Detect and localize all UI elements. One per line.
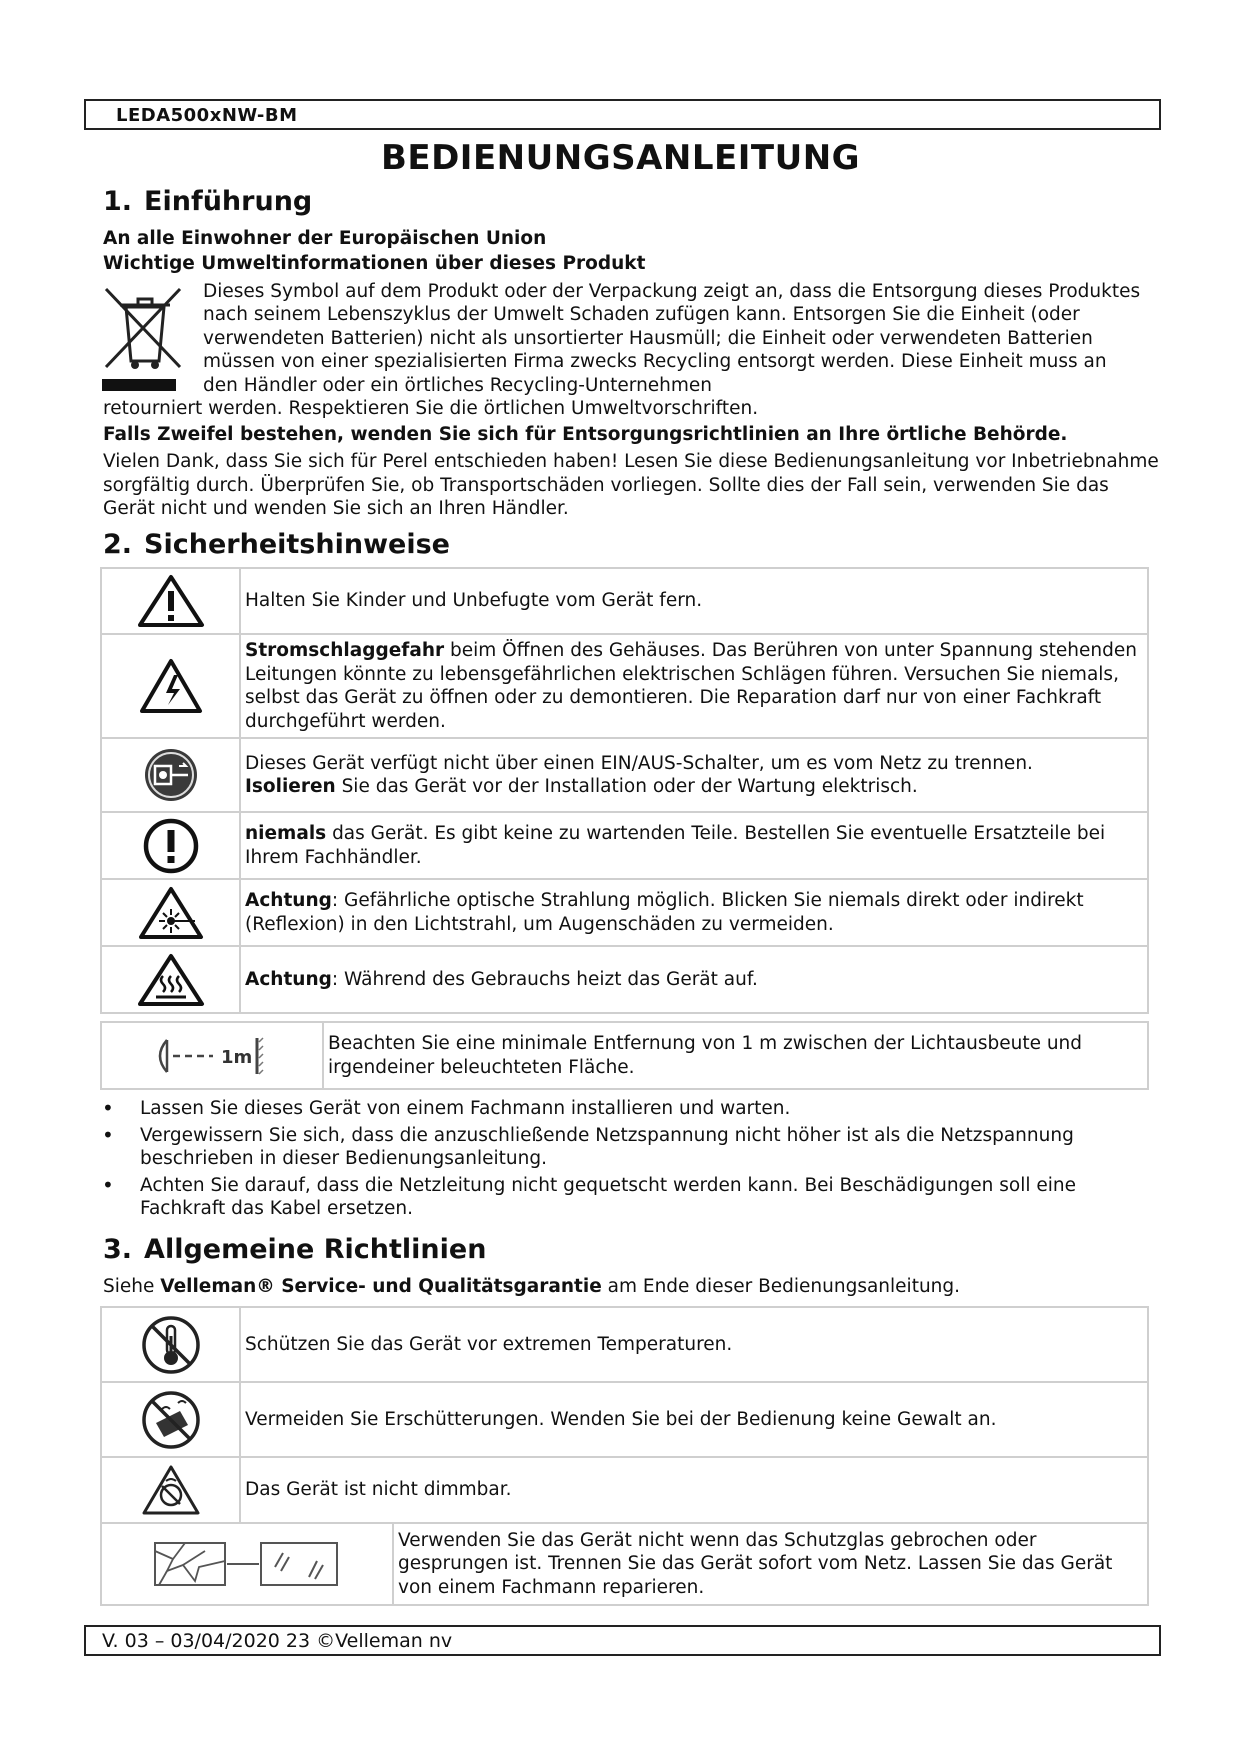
safety-text-cell: Dieses Gerät verfügt nicht über einen EIN/AUS-Schalter, um es vom Netz zu trennen. Isolieren Sie das Gerät vor der Installation oder der Wartung elektrisch. <box>240 738 1148 812</box>
safety-icon-cell <box>101 634 240 738</box>
safety-text-cell: Halten Sie Kinder und Unbefugte vom Gerät fern. <box>240 568 1148 634</box>
safety-icon-cell <box>101 568 240 634</box>
safety-icon-cell <box>101 812 240 879</box>
guarantee-reference: Siehe Velleman® Service- und Qualitätsgarantie am Ende dieser Bedienungsanleitung. <box>103 1276 961 1297</box>
guideline-text-cell: Vermeiden Sie Erschütterungen. Wenden Sie bei der Bedienung keine Gewalt an. <box>240 1382 1148 1457</box>
page-title: BEDIENUNGSANLEITUNG <box>380 138 861 178</box>
no-extreme-temperature-icon <box>140 1314 202 1376</box>
thank-you-paragraph: Vielen Dank, dass Sie sich für Perel entschieden haben! Lesen Sie diese Bedienungsanleitung vor Inbetriebnahme sorgfältig durch. Überprüfen Sie, ob Transportschäden vorliegen. Sollte dies der Fall sein, verwenden Sie das Gerät nicht und wenden Sie sich an Ihren Händler. <box>103 451 1159 519</box>
electric-shock-icon <box>138 657 204 715</box>
guideline-icon-cell <box>101 1382 240 1457</box>
weee-description-end: retourniert werden. Respektieren Sie die örtlichen Umweltvorschriften. <box>103 398 759 419</box>
list-item: • Achten Sie darauf, dass die Netzleitung nicht gequetscht werden kann. Bei Beschädigungen soll eine Fachkraft das Kabel ersetzen. <box>100 1174 1160 1221</box>
safety-icon-cell <box>101 946 240 1013</box>
not-dimmable-icon <box>140 1463 202 1517</box>
warning-triangle-icon <box>136 573 206 629</box>
guideline-icon-cell <box>101 1307 240 1382</box>
safety-row <box>101 1022 1148 1089</box>
safety-row <box>101 738 1148 812</box>
safety-text-cell: Achtung: Gefährliche optische Strahlung möglich. Blicken Sie niemals direkt oder indirekt (Reflexion) in den Lichtstrahl, um Augenschäden zu vermeiden. <box>240 879 1148 946</box>
guideline-row <box>101 1457 1148 1523</box>
disconnect-mains-icon <box>142 746 200 804</box>
safety-text-cell: Beachten Sie eine minimale Entfernung von 1 m zwischen der Lichtausbeute und irgendeiner beleuchteten Fläche. <box>323 1022 1148 1089</box>
eu-residents-line: An alle Einwohner der Europäischen Union <box>103 228 547 249</box>
safety-symbol-table <box>100 567 1149 1014</box>
section-3-heading: 3. Allgemeine Richtlinien <box>103 1234 487 1265</box>
safety-bullet-list <box>100 1097 1160 1224</box>
safety-icon-cell <box>101 1022 323 1089</box>
safety-row <box>101 946 1148 1013</box>
document-header <box>84 99 1161 130</box>
guideline-icon-cell <box>101 1457 240 1523</box>
hot-surface-icon <box>136 952 206 1008</box>
distance-label: 1m <box>221 1046 253 1068</box>
safety-row <box>101 812 1148 879</box>
weee-description: Dieses Symbol auf dem Produkt oder der Verpackung zeigt an, dass die Entsorgung dieses Produktes nach seinem Lebenszyklus der Umwelt Schaden zufügen kann. Entsorgen Sie die Einheit (oder verwendeten Batterien) nicht als unsortierter Hausmüll; die Einheit oder verwendeten Batterien müssen von einer spezialisierten Firma zwecks Recycling entsorgt werden. Diese Einheit muss an den Händler oder ein örtliches Recycling-Unternehmen <box>203 281 1141 396</box>
guideline-text-cell: Das Gerät ist nicht dimmbar. <box>240 1457 1148 1523</box>
safety-icon-cell <box>101 738 240 812</box>
document-footer <box>84 1625 1161 1656</box>
safety-row <box>101 568 1148 634</box>
distance-1m-icon <box>147 1034 277 1078</box>
safety-text-cell: Stromschlaggefahr beim Öffnen des Gehäuses. Das Berühren von unter Spannung stehenden Leitungen könnte zu lebensgefährlichen elektrischen Schlägen führen. Versuchen Sie niemals, selbst das Gerät zu öffnen oder zu demontieren. Die Reparation darf nur von einer Fachkraft durchgeführt werden. <box>240 634 1148 738</box>
environment-info-line: Wichtige Umweltinformationen über dieses Produkt <box>103 253 646 274</box>
guideline-text-cell: Schützen Sie das Gerät vor extremen Temperaturen. <box>240 1307 1148 1382</box>
broken-glass-table <box>100 1522 1149 1606</box>
guideline-row <box>101 1307 1148 1382</box>
guideline-row <box>101 1523 1148 1605</box>
section-1-heading: 1. Einführung <box>103 186 313 217</box>
safety-row <box>101 634 1148 738</box>
safety-icon-cell <box>101 879 240 946</box>
guideline-row <box>101 1382 1148 1457</box>
safety-row <box>101 879 1148 946</box>
guideline-symbol-table <box>100 1306 1149 1524</box>
list-item: • Lassen Sie dieses Gerät von einem Fachmann installieren und warten. <box>100 1097 1160 1121</box>
distance-symbol-table <box>100 1021 1149 1090</box>
broken-glass-icon <box>149 1537 345 1591</box>
model-number: LEDA500xNW-BM <box>116 105 298 126</box>
doubt-authority-line: Falls Zweifel bestehen, wenden Sie sich für Entsorgungsrichtlinien an Ihre örtliche Behörde. <box>103 424 1068 445</box>
attention-circle-icon <box>142 817 200 875</box>
laser-warning-icon <box>137 885 205 941</box>
guideline-text-cell: Verwenden Sie das Gerät nicht wenn das Schutzglas gebrochen oder gesprungen ist. Trennen Sie das Gerät sofort vom Netz. Lassen Sie das Gerät von einem Fachmann reparieren. <box>393 1523 1148 1605</box>
section-2-heading: 2. Sicherheitshinweise <box>103 529 450 560</box>
version-footer-text: V. 03 – 03/04/2020 23 ©Velleman nv <box>102 1630 453 1652</box>
weee-bin-icon <box>100 283 186 395</box>
guideline-icon-cell <box>101 1523 393 1605</box>
safety-text-cell: niemals das Gerät. Es gibt keine zu wartenden Teile. Bestellen Sie eventuelle Ersatzteile bei Ihrem Fachhändler. <box>240 812 1148 879</box>
list-item: • Vergewissern Sie sich, dass die anzuschließende Netzspannung nicht höher ist als die Netzspannung beschrieben in dieser Bedienungsanleitung. <box>100 1124 1160 1171</box>
safety-text-cell: Achtung: Während des Gebrauchs heizt das Gerät auf. <box>240 946 1148 1013</box>
no-shock-icon <box>140 1389 202 1451</box>
